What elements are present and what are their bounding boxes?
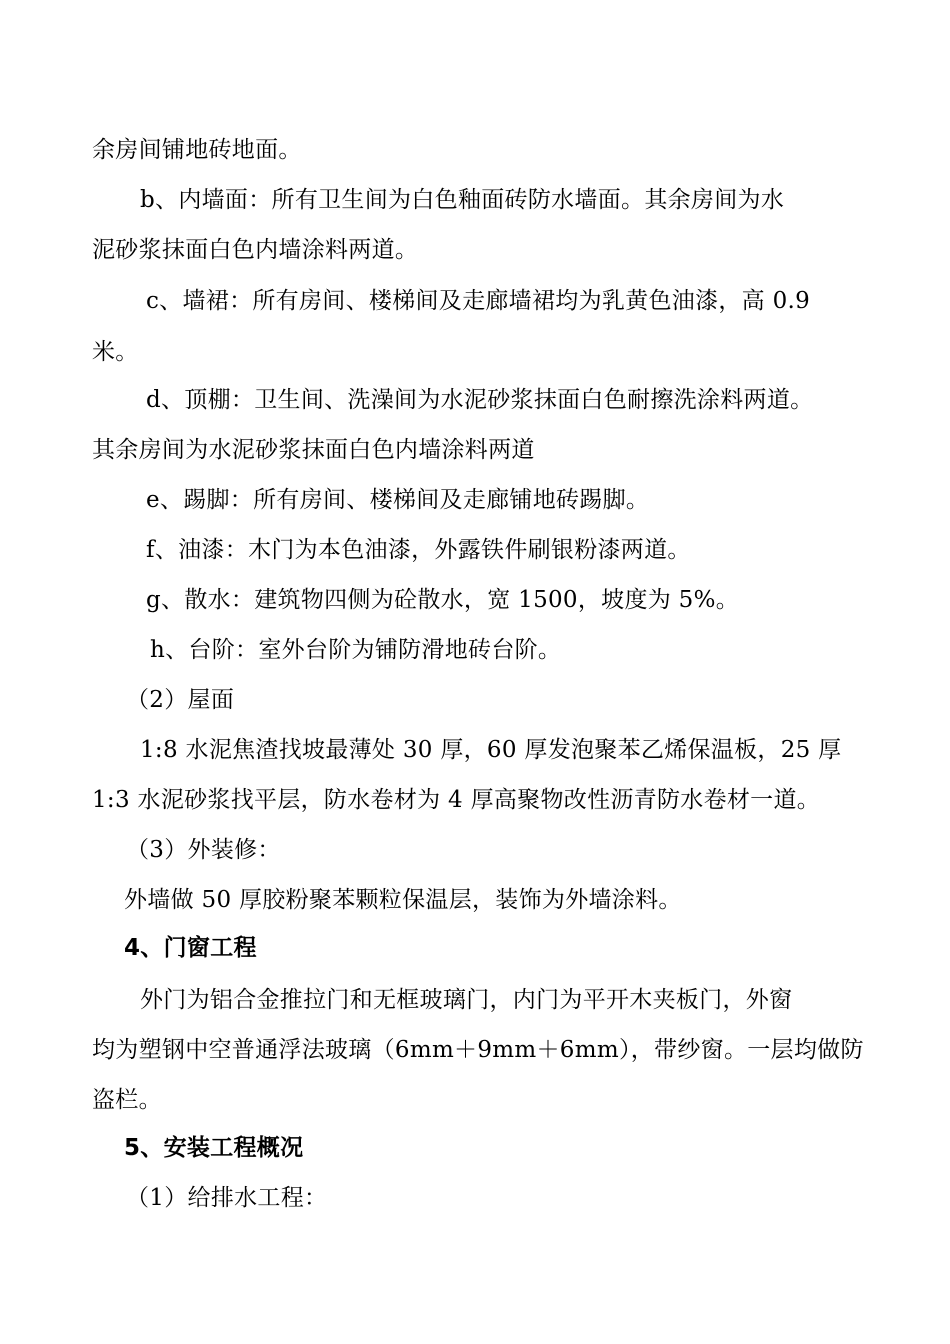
body-line: h、台阶：室外台阶为铺防滑地砖台阶。 <box>150 637 562 663</box>
body-line: f、油漆：木门为本色油漆，外露铁件刷银粉漆两道。 <box>146 537 691 563</box>
section-heading: 4、门窗工程 <box>124 935 257 961</box>
body-line: 1:8 水泥焦渣找坡最薄处 30 厚，60 厚发泡聚苯乙烯保温板，25 厚 <box>140 737 842 763</box>
body-line: 米。 <box>92 339 139 365</box>
body-line: 均为塑钢中空普通浮法玻璃（6mm＋9mm＋6mm），带纱窗。一层均做防 <box>92 1037 864 1063</box>
section-heading: （3）外装修： <box>126 837 281 863</box>
body-line: d、顶棚：卫生间、洗澡间为水泥砂浆抹面白色耐擦洗涂料两道。 <box>146 387 814 413</box>
section-heading: （1）给排水工程： <box>126 1185 328 1211</box>
body-line: g、散水：建筑物四侧为砼散水，宽 1500，坡度为 5%。 <box>146 587 740 613</box>
section-heading: 5、安装工程概况 <box>124 1135 304 1161</box>
body-line: 余房间铺地砖地面。 <box>92 137 302 163</box>
body-line: 盗栏。 <box>92 1087 162 1113</box>
body-line: 1:3 水泥砂浆找平层，防水卷材为 4 厚高聚物改性沥青防水卷材一道。 <box>92 787 821 813</box>
body-line: 外墙做 50 厚胶粉聚苯颗粒保温层，装饰为外墙涂料。 <box>124 887 682 913</box>
body-line: e、踢脚：所有房间、楼梯间及走廊铺地砖踢脚。 <box>146 487 650 513</box>
section-heading: （2）屋面 <box>126 687 235 713</box>
body-line: b、内墙面：所有卫生间为白色釉面砖防水墙面。其余房间为水 <box>140 187 785 213</box>
body-line: 泥砂浆抹面白色内墙涂料两道。 <box>92 237 419 263</box>
body-line: 外门为铝合金推拉门和无框玻璃门，内门为平开木夹板门，外窗 <box>140 987 793 1013</box>
body-line: 其余房间为水泥砂浆抹面白色内墙涂料两道 <box>92 437 535 463</box>
body-line: c、墙裙：所有房间、楼梯间及走廊墙裙均为乳黄色油漆，高 0.9 <box>146 288 811 314</box>
